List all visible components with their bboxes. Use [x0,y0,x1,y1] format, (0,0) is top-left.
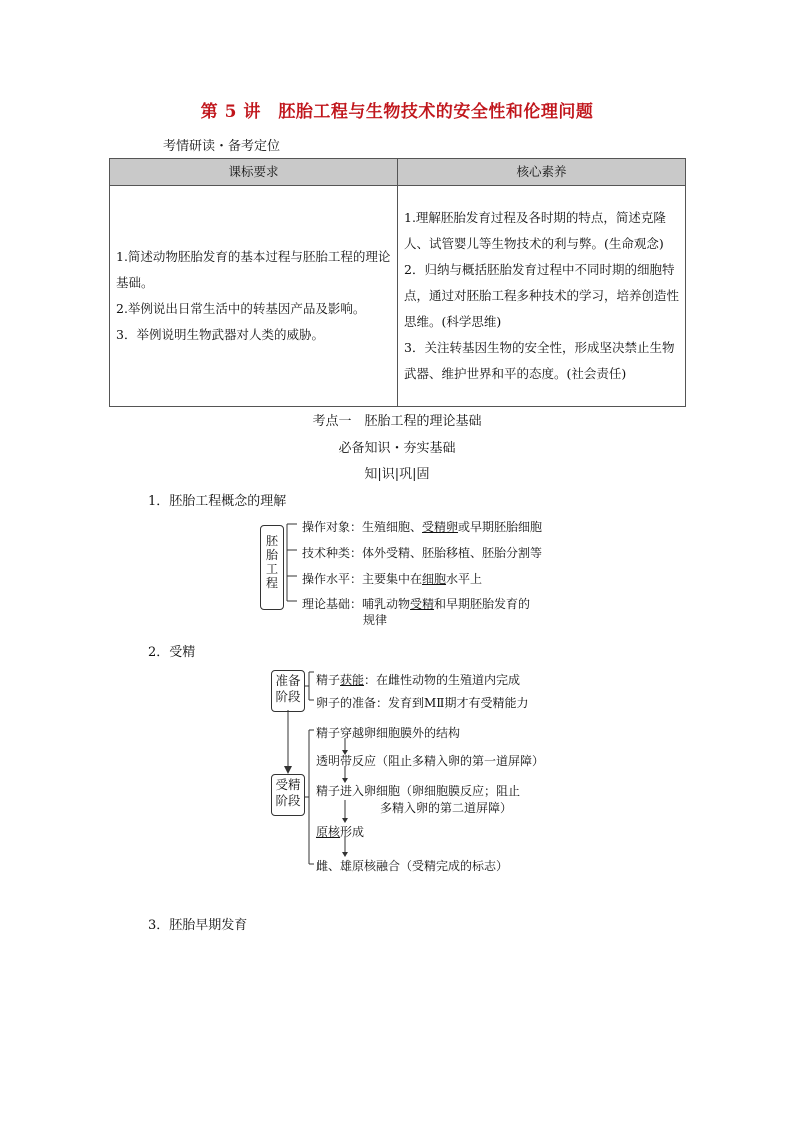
right-item: 2．归纳与概括胚胎发育过程中不同时期的细胞特点，通过对胚胎工程多种技术的学习，培养创造性思维。(科学思维) [404,262,680,329]
section1-item-continued: 规律 [363,613,388,627]
section3-heading: 3．胚胎早期发育 [148,918,248,933]
right-item: 1.理解胚胎发育过程及各时期的特点，简述克隆人、试管婴儿等生物技术的利与弊。(生命观念) [404,210,666,251]
section2-heading: 2．受精 [148,645,196,660]
kaodian-heading: 考点一 胚胎工程的理论基础 [312,414,482,429]
right-item: 3．关注转基因生物的安全性，形成坚决禁止生物武器、维护世界和平的态度。(社会责任) [404,340,675,381]
section1-item: 理论基础：哺乳动物受精和早期胚胎发育的 [302,597,531,611]
fertilization-step: 透明带反应（阻止多精入卵的第一道屏障） [316,754,545,768]
preparation-item: 精子获能：在雌性动物的生殖道内完成 [316,673,521,687]
fertilization-step: 雌、雄原核融合（受精完成的标志） [316,859,509,873]
fertilization-step-continued: 多精入卵的第二道屏障） [380,801,513,815]
bibei-heading: 必备知识・夯实基础 [338,441,456,456]
zhishi-heading: 知|识|巩|固 [364,467,430,482]
section1-heading: 1．胚胎工程概念的理解 [148,494,287,509]
table-header-right: 核心素养 [398,159,686,186]
preparation-item: 卵子的准备：发育到MⅡ期才有受精能力 [316,696,529,710]
fertilization-stage-box: 受精阶段 [271,774,305,816]
left-item: 1.简述动物胚胎发育的基本过程与胚胎工程的理论基础。 [116,249,391,290]
section1-item: 技术种类：体外受精、胚胎移植、胚胎分割等 [302,546,543,560]
section1-item: 操作对象：生殖细胞、受精卵或早期胚胎细胞 [302,520,543,534]
subheading: 考情研读・备考定位 [163,139,281,154]
left-item: 3．举例说明生物武器对人类的威胁。 [116,327,324,342]
left-item: 2.举例说出日常生活中的转基因产品及影响。 [116,301,366,316]
fertilization-step: 精子进入卵细胞（卵细胞膜反应；阻止 [316,784,521,798]
table-header-left: 课标要求 [110,159,398,186]
section1-item: 操作水平：主要集中在细胞水平上 [302,572,483,586]
fertilization-step: 精子穿越卵细胞膜外的结构 [316,726,461,740]
embryo-engineering-box: 胚胎工程 [260,525,284,610]
page-title: 第 5 讲 胚胎工程与生物技术的安全性和伦理问题 [200,102,594,122]
preparation-stage-box: 准备阶段 [271,670,305,712]
fertilization-step: 原核形成 [316,825,365,839]
